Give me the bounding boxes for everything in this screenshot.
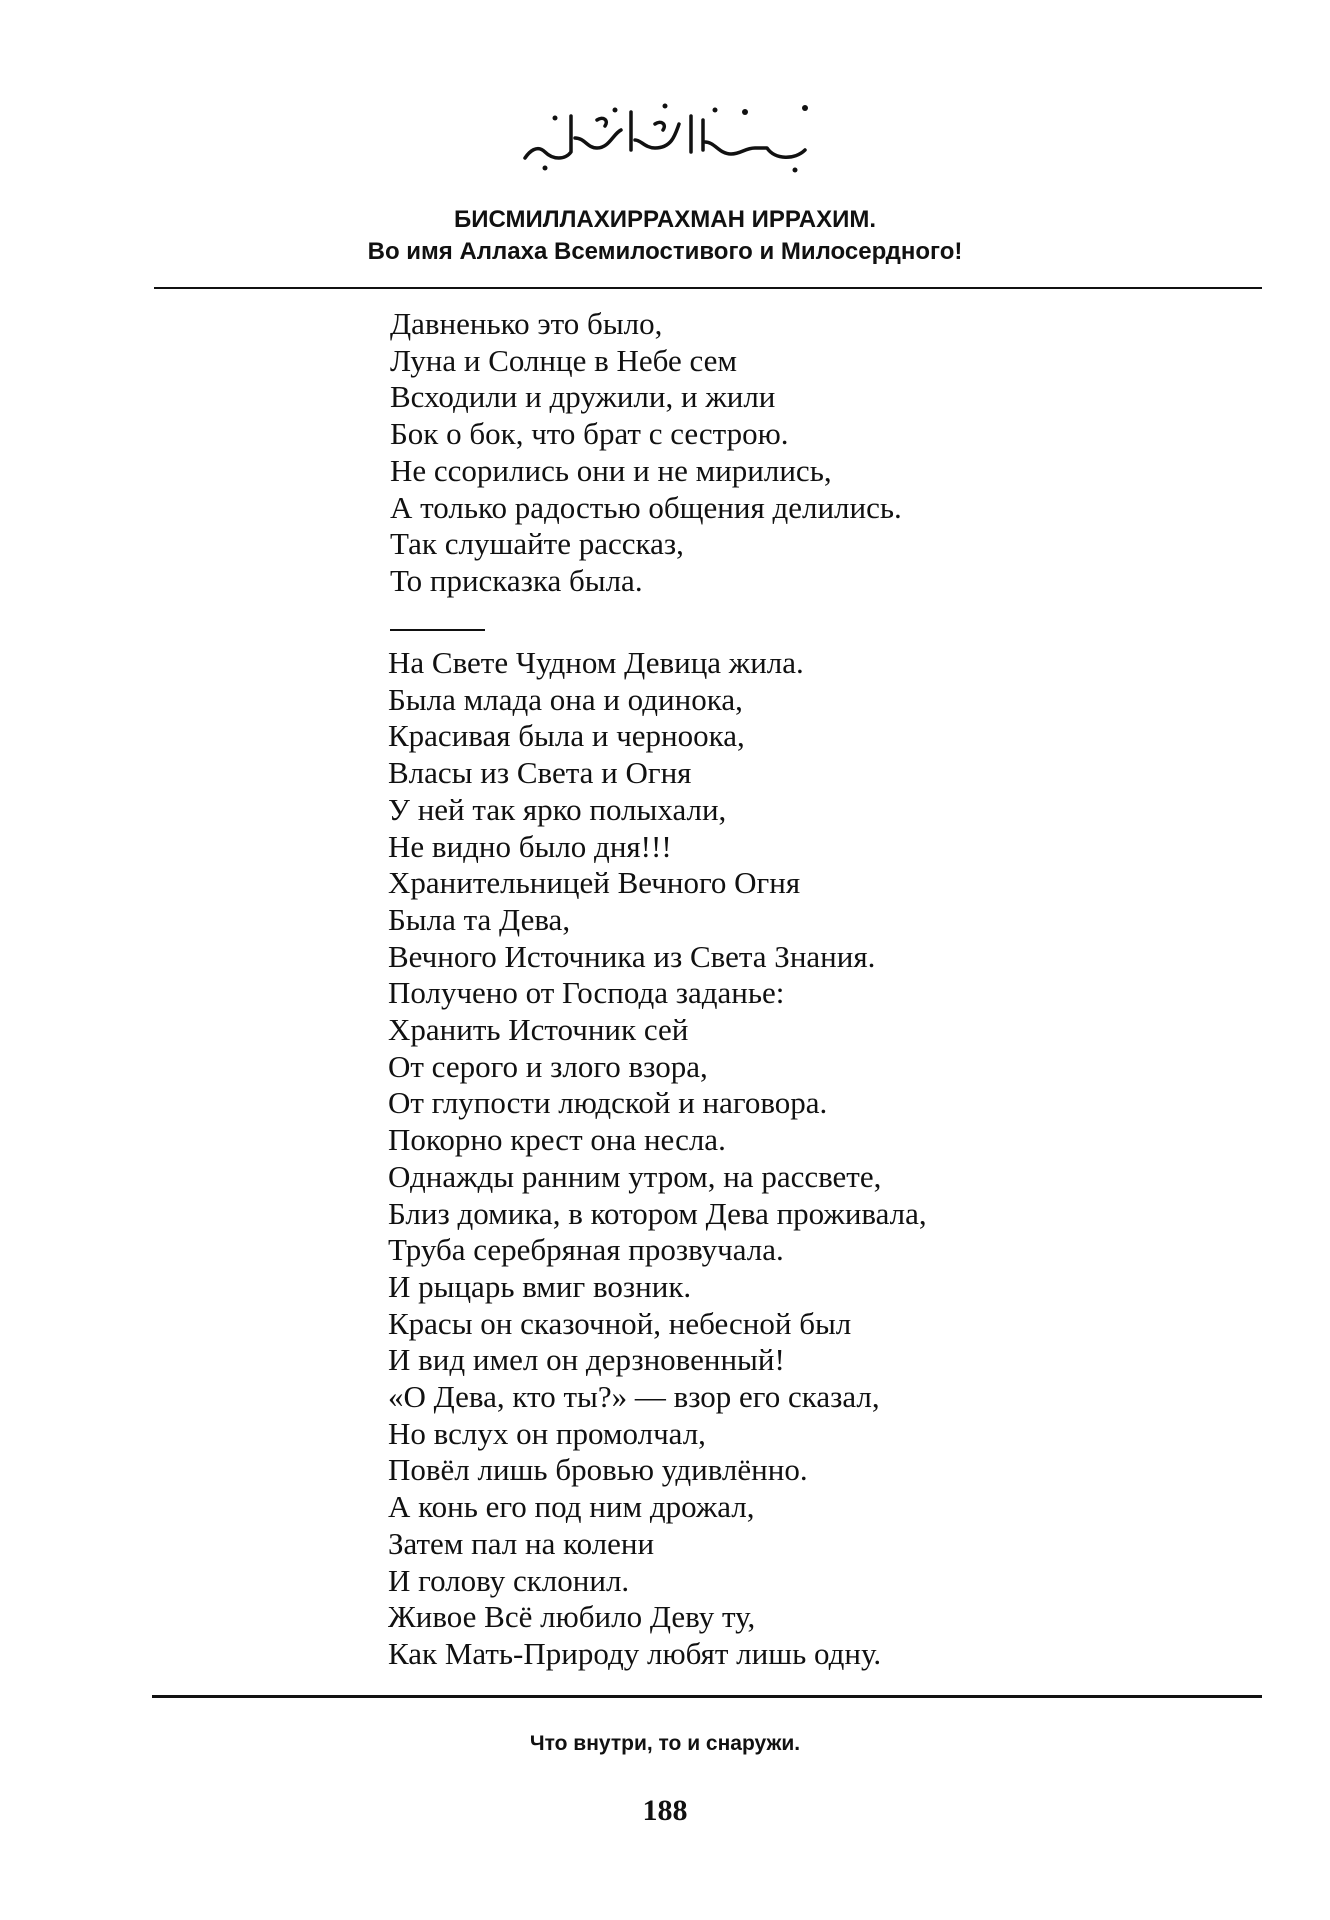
poem-stanza-1	[390, 306, 1270, 600]
calligraphy-image	[505, 90, 825, 180]
poem-line: Была млада она и одинока,	[388, 681, 743, 717]
poem-stanza-2	[388, 645, 1268, 1673]
stanza-separator	[390, 629, 485, 631]
poem-line: И голову склонил.	[388, 1562, 630, 1598]
poem-line: «О Дева, кто ты?» — взор его сказал,	[388, 1379, 880, 1415]
poem-line: От глупости людской и наговора.	[388, 1085, 828, 1121]
poem-line: Но вслух он промолчал,	[388, 1415, 706, 1451]
poem-line: На Свете Чудном Девица жила.	[388, 645, 804, 680]
poem-line: Однажды ранним утром, на рассвете,	[388, 1158, 882, 1194]
basmala-calligraphy	[0, 90, 1330, 180]
footer-divider	[152, 1695, 1262, 1698]
poem-line: Не ссорились они и не мирились,	[390, 452, 832, 488]
poem-line: Вечного Источника из Света Знания.	[388, 938, 876, 974]
poem-line: У ней так ярко полыхали,	[388, 791, 727, 827]
poem-line: И вид имел он дерзновенный!	[388, 1342, 785, 1378]
header-title-translation: Во имя Аллаха Всемилостивого и Милосердного!	[367, 238, 963, 265]
poem-line: То присказка была.	[390, 562, 643, 598]
poem-line: Власы из Света и Огня	[388, 755, 692, 791]
poem-line: И рыцарь вмиг возник.	[388, 1268, 692, 1304]
poem-line: Бок о бок, что брат с сестрою.	[390, 416, 789, 452]
poem-line: Покорно крест она несла.	[388, 1122, 726, 1158]
poem-line: Труба серебряная прозвучала.	[388, 1232, 784, 1268]
poem-line: А конь его под ним дрожал,	[388, 1489, 755, 1525]
poem-line: От серого и злого взора,	[388, 1048, 708, 1084]
poem-line: А только радостью общения делились.	[390, 489, 902, 525]
poem-line: Давненько это было,	[390, 306, 663, 341]
poem-line: Хранительницей Вечного Огня	[388, 865, 801, 901]
header-title-transliteration: БИСМИЛЛАХИРРАХМАН ИРРАХИМ.	[453, 206, 876, 233]
poem-line: Получено от Господа заданье:	[388, 975, 785, 1011]
page-number: 188	[642, 1794, 688, 1827]
poem-line: Так слушайте рассказ,	[390, 526, 684, 562]
poem-line: Живое Всё любило Деву ту,	[388, 1599, 756, 1635]
poem-line: Затем пал на колени	[388, 1525, 655, 1561]
footer-motto: Что внутри, то и снаружи.	[529, 1732, 801, 1755]
poem-line: Всходили и дружили, и жили	[390, 379, 776, 415]
poem-line: Красы он сказочной, небесной был	[388, 1305, 852, 1341]
poem-line: Близ домика, в котором Дева проживала,	[388, 1195, 927, 1231]
poem-line: Луна и Солнце в Небе сем	[390, 342, 738, 378]
header-divider	[154, 287, 1262, 289]
poem-line: Хранить Источник сей	[388, 1012, 689, 1048]
poem-line: Как Мать-Природу любят лишь одну.	[388, 1635, 882, 1671]
poem-line: Была та Дева,	[388, 901, 571, 937]
poem-line: Повёл лишь бровью удивлённо.	[388, 1452, 808, 1488]
poem-line: Красивая была и черноока,	[388, 718, 745, 754]
poem-line: Не видно было дня!!!	[388, 828, 672, 864]
